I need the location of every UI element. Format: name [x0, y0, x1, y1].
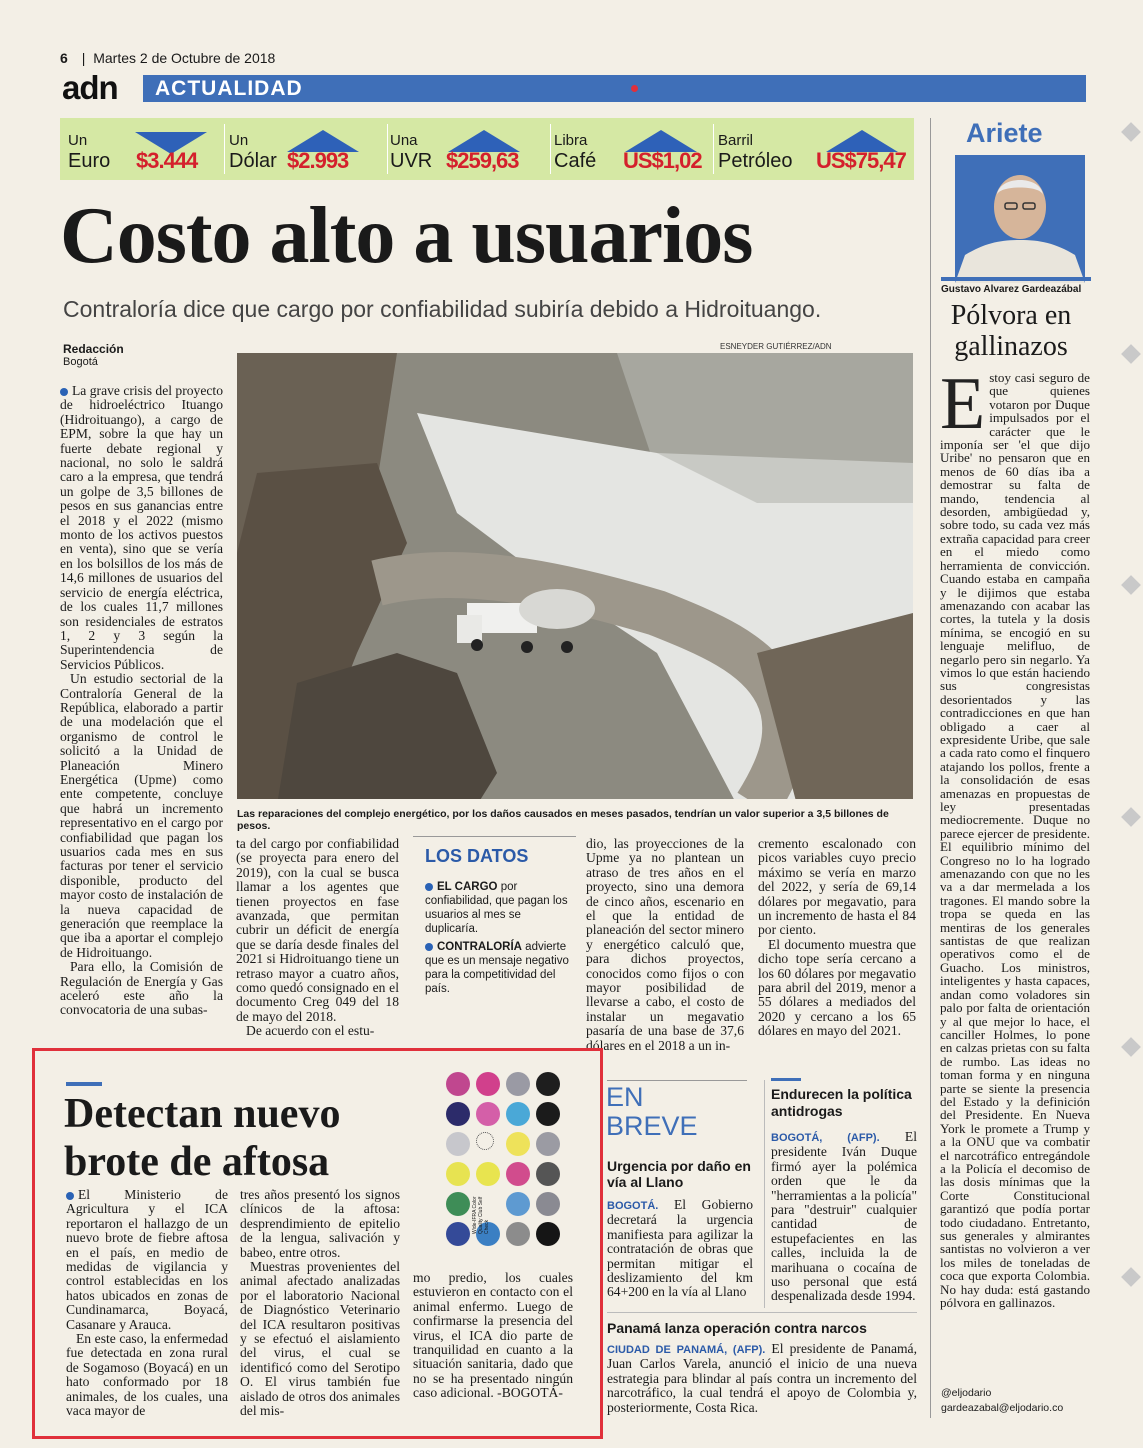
red-dot-icon	[631, 85, 638, 92]
accent-rule	[771, 1078, 801, 1081]
ticker-item-cafe	[551, 118, 714, 180]
bullet-icon	[60, 388, 68, 396]
breve-label-2: BREVE	[606, 1111, 698, 1141]
breve-dateline-1: BOGOTÁ.	[607, 1200, 659, 1212]
breve-label-1: EN	[606, 1082, 644, 1112]
byline-place: Bogotá	[63, 356, 98, 368]
color-dot	[476, 1132, 494, 1150]
main-column-5	[758, 837, 916, 1039]
ticker-item-dolar	[225, 118, 388, 180]
main-column-4	[586, 837, 744, 1053]
ticker-value: $3.444	[136, 148, 198, 173]
breve-text-1	[607, 1198, 753, 1300]
color-dot	[536, 1192, 560, 1216]
color-quality-patch	[442, 1072, 562, 1248]
color-patch-label: Wide-IFRA Color Quality Club Self Check	[472, 1196, 490, 1234]
breve-text-3	[607, 1342, 917, 1415]
color-dot	[476, 1072, 500, 1096]
aftosa-col3: mo predio, los cuales estuvieron en contacto con el animal enfermo. Luego de confirmarse la presencia del virus, el ICA dio parte de tranquilidad en cuanto a la situación sanitaria, dado que no se ha presentado ningún caso adicional. -BOGOTÁ-	[413, 1270, 573, 1401]
color-dot	[536, 1102, 560, 1126]
main-col1-p1: La grave crisis del proyecto de hidroeléctrico Ituango (Hidroituango), a cargo de EPM, sobre la que hay un fuerte debate regional y nacional, no solo le saldrá caro a la empresa, que tendrá un golpe de 3,5 billones de pesos en sus ganancias entre el 2018 y el 2022 (mismo monto de los activos puestos en venta), sino que se vería en los bolsillos de los más de 14,6 millones de usuarios del servicio de energía eléctrica, de los cuales 11,7 millones son residenciales de estratos 1, 2 y 3 según la Superintendencia de Servicios Públicos.	[60, 383, 223, 672]
breve-headline-2: Endurecen la política antidrogas	[771, 1086, 912, 1119]
main-col1-p3: Para ello, la Comisión de Regulación de Energía y Gas aceleró este año la convocatoria de una subas-	[60, 959, 223, 1018]
datos-item-2	[425, 940, 575, 996]
accent-rule	[66, 1082, 102, 1086]
color-dot	[476, 1102, 500, 1126]
breve-body-2: El presidente Iván Duque firmó ayer la polémica orden que le da "herramientas a la policía" para "destruir" cualquier cantidad de estupefacientes en las calles, incluida la de marihuana o cocaína de uso personal que está despenalizada desde 1994.	[771, 1129, 917, 1304]
ticker-label-2: Euro	[68, 150, 111, 172]
author-photo-rule	[941, 277, 1091, 281]
color-dot	[536, 1162, 560, 1186]
aftosa-col1-p1: El Ministerio de Agricultura y el ICA reportaron el hallazgo de un nuevo brote de fiebre aftosa en el país, en medio de medidas de vigilancia y control establecidas en los hatos ubicados en zonas de Cundinamarca, Boyacá, Casanare y Arauca.	[66, 1187, 228, 1332]
portrait-illustration	[955, 155, 1085, 283]
breve-rule	[607, 1080, 747, 1081]
aftosa-headline: Detectan nuevo brote de aftosa	[64, 1091, 341, 1185]
registration-mark-icon	[1121, 575, 1141, 595]
ticker-label-1: Libra	[554, 132, 588, 149]
ticker-value: US$1,02	[623, 148, 702, 173]
column-author: Gustavo Alvarez Gardeazábal	[941, 284, 1082, 295]
ticker-label-1: Barril	[718, 132, 754, 149]
aftosa-col1-p2: En este caso, la enfermedad fue detectada en zona rural de Sogamoso (Boyacá) en un hato conformado por 18 animales, de los cuales, una vaca mayor de	[66, 1331, 228, 1419]
breve-headline-1: Urgencia por daño en vía al Llano	[607, 1158, 751, 1190]
datos-1-bold: EL CARGO	[437, 881, 498, 893]
ticker-label-2: Petróleo	[718, 150, 793, 172]
registration-mark-icon	[1121, 1267, 1141, 1287]
color-dot	[446, 1102, 470, 1126]
bullet-icon	[425, 883, 433, 891]
breve-headline-3: Panamá lanza operación contra narcos	[607, 1320, 867, 1336]
color-dot	[446, 1162, 470, 1186]
registration-mark-icon	[1121, 344, 1141, 364]
dam-photo-illustration	[237, 353, 913, 805]
ticker-item-uvr	[388, 118, 551, 180]
color-dot	[506, 1162, 530, 1186]
column-text: por el carácter que le imponía ser 'el que dijo Uribe' no pensaron que en menos de 60 días iba a demostrar su falta de mando, tendencia al desorden, ambigüedad y, sobre todo, su cada vez más extraña capacidad para creer en el miedo como herramienta de convicción. Cuando estaba en campaña y le dijimos que estaba amenazando con acabar las cortes, la tutela y la dosis mínima, se encogió en su lenguaje melifluo, de negarlo pero sin negarlo. Ya vimos lo que están haciendo sus congresistas desorientados y las contradicciones en que han obligado a caer al expresidente Uribe, que sale a cada rato como el finquero atajando los pollos, frente a la consolidación de esas amenazas en propuestas de ley presentadas mediocremente. Duque no parece ejercer de presidente. El equilibrio mínimo del Congreso no lo ha logrado amenazando con que no les va a dar mermelada a los tragones. El mando sobre la tropa se queda en las mentiras de los generales santistas de que realizan operativos como el de Guacho. Los ministros, inteligentes y hasta capaces, andan como voladores sin palo por falta de orientación y al que mejor lo hace, el canciller Holmes, lo pone en calzas prietas con su falta de rumbo. Las ideas no toman forma y en ninguna parte se siente la presencia del Estado y la definición del Presidente. En Nueva York le promete a Trump y a la ONU que va combatir el narcotráfico entregándole a la Policía el decomiso de las dosis mínimas que la Corte Constitucional garantizó que podía portar todo ciudadano. Entretanto, sus generales y almirantes santistas no volvieron a ver los miles de toneladas de coca que exporta Colombia. No hay duda: está gastando pólvora en gallinazos.	[940, 410, 1090, 1311]
color-dot	[476, 1162, 500, 1186]
color-dot	[446, 1072, 470, 1096]
ticker-value: $2.993	[287, 148, 349, 173]
main-col1-p2: Un estudio sectorial de la Contraloría General de la República, elaborado a partir de una modelación que el organismo de control le solicitó a la Unidad de Planeación Minero Energética (Upme) como ente competente, concluye que habrá un incremento representativo en el cargo por confiabilidad que pagan los usuarios cada mes en sus facturas por tener el servicio disponible, producto del mayor costo de instalación de la nueva capacidad de generación que reemplace la que iba a aportar el complejo de Hidroituango.	[60, 671, 223, 960]
main-column-1	[60, 384, 223, 1018]
aftosa-column-1	[66, 1188, 228, 1419]
main-subhead: Contraloría dice que cargo por confiabilidad subiría debido a Hidroituango.	[63, 296, 822, 322]
photo-caption: Las reparaciones del complejo energético, por los daños causados en meses pasados, tendrían un valor superior a 3,5 billones de pesos.	[237, 808, 889, 832]
ticker-label-1: Un	[229, 132, 249, 149]
column-divider	[930, 118, 931, 1418]
ticker-item-petroleo	[714, 118, 914, 180]
color-dot	[506, 1102, 530, 1126]
breve-body-3: El presidente de Panamá, Juan Carlos Varela, anunció el inicio de una nueva estrategia para blindar al país contra un incremento del narcotráfico, la cual tendrá el apoyo de Colombia y, posteriormente, Costa Rica.	[607, 1341, 917, 1415]
datos-2-text: advierte que es un mensaje negativo para la competitividad del país.	[425, 941, 569, 995]
column-dropcap: E	[940, 363, 986, 445]
aftosa-column-2	[240, 1188, 400, 1419]
byline: Redacción	[63, 342, 124, 356]
breve-body-1: El Gobierno decretará la urgencia manifiesta para agilizar la contratación de obras que permitan mitigar el deslizamiento del km 64+200 en la vía al Llano	[607, 1197, 753, 1300]
color-dot	[536, 1222, 560, 1246]
bullet-icon	[425, 943, 433, 951]
main-col5-p2: El documento muestra que dicho tope sería cercano a los 60 dólares por megavatio para abril del 2019, menor a 55 dólares a mediados del 2020 y cercano a los 65 dólares en mayo del 2021.	[758, 936, 916, 1039]
breve-dateline-2: BOGOTÁ, (AFP).	[771, 1132, 880, 1144]
main-col2-p1: ta del cargo por confiabilidad (se proyecta para enero del 2019), con la cual se busca llamar a los agentes que tienen proyectos en fase avanzada, que permitan cubrir un déficit de energía que se daría desde finales del 2021 si Hidroituango tiene un retraso mayor a cuatro años, como quedó consignado en el documento Creg 049 del 18 de mayo del 2018.	[236, 836, 399, 1024]
breve-text-2	[771, 1130, 917, 1304]
breve-divider	[764, 1080, 765, 1308]
main-headline: Costo alto a usuarios	[60, 192, 753, 280]
ticker-label-2: Dólar	[229, 150, 277, 172]
color-dot	[536, 1132, 560, 1156]
color-dot	[506, 1132, 530, 1156]
color-dot	[536, 1072, 560, 1096]
registration-mark-icon	[1121, 1037, 1141, 1057]
ticker-item-euro	[60, 118, 225, 180]
color-dot	[446, 1192, 470, 1216]
datos-item-1	[425, 880, 575, 936]
section-bar	[143, 75, 1086, 102]
datos-2-bold: CONTRALORÍA	[437, 941, 522, 953]
column-section: Ariete	[966, 118, 1043, 148]
main-col5-p1: cremento escalonado con picos variables cuyo precio máximo se vería en marzo del 2022, y sería de 69,14 dólares por megavatio, para un incremento de hasta el 84 por ciento.	[758, 836, 916, 938]
main-photo	[237, 353, 913, 805]
ticker-label-2: Café	[554, 150, 597, 172]
ticker-value: $259,63	[446, 148, 519, 173]
registration-mark-icon	[1121, 807, 1141, 827]
column-twitter: @eljodario	[941, 1387, 992, 1399]
header-separator: |	[81, 50, 86, 66]
ticker-label-2: UVR	[390, 150, 433, 172]
datos-title: LOS DATOS	[425, 846, 529, 866]
main-col2-p2: De acuerdo con el estu-	[246, 1023, 375, 1039]
aftosa-column-3	[413, 1271, 573, 1401]
color-dot	[446, 1132, 470, 1156]
aftosa-col2-p2: Muestras provenientes del animal afectado analizadas por el laboratorio Nacional de Diagnóstico Veterinario del ICA resultaron positivas y se efectuó el aislamiento del virus, el cual se identificó como del Serotipo O. El virus también fue aislado de otros dos animales del mis-	[240, 1259, 400, 1419]
color-dot	[506, 1072, 530, 1096]
ticker-label-1: Una	[390, 132, 418, 149]
color-dot	[446, 1222, 470, 1246]
column-email: gardeazabal@eljodario.co	[941, 1402, 1064, 1414]
aftosa-col2-p1: tres años presentó los signos clínicos de la aftosa: desprendimiento de epitelio de la lengua, salivación y babeo, entre otros.	[240, 1187, 400, 1260]
breve-label	[606, 1083, 698, 1141]
bullet-icon	[66, 1192, 74, 1200]
main-column-2	[236, 837, 399, 1039]
author-photo	[955, 155, 1085, 283]
page-header	[60, 50, 275, 66]
breve-dateline-3: CIUDAD DE PANAMÁ, (AFP).	[607, 1344, 766, 1356]
registration-mark-icon	[1121, 122, 1141, 142]
market-ticker	[60, 118, 914, 180]
ticker-label-1: Un	[68, 132, 88, 149]
header-date: Martes 2 de Octubre de 2018	[93, 50, 276, 66]
ticker-value: US$75,47	[816, 148, 906, 173]
main-col4-p1: dio, las proyecciones de la Upme ya no plantean un atraso de tres años en el proyecto, sino una demora de cinco años, escenario en el que la entidad de planeación del sector minero y energético calculó que, para dichos proyectos, conocidos como fijos o con mayor posibilidad de llevarse a cabo, el costo de instalar un megavatio pasaría de una base de 37,6 dólares en el 2018 a un in-	[586, 836, 744, 1053]
page-number: 6	[60, 50, 68, 66]
photo-credit: ESNEYDER GUTIÉRREZ/ADN	[720, 342, 832, 351]
column-title: Pólvora en gallinazos	[950, 300, 1072, 362]
datos-rule	[413, 836, 576, 837]
datos-1-text: por confiabilidad, que pagan los usuarios al mes se duplicaría.	[425, 881, 568, 935]
adn-logo: adn	[62, 69, 118, 106]
column-body	[940, 363, 1090, 1371]
column-lead: stoy casi seguro de que quienes votaron por Duque impulsados	[989, 370, 1090, 426]
section-label: ACTUALIDAD	[155, 77, 303, 100]
breve-rule-2	[607, 1312, 917, 1313]
